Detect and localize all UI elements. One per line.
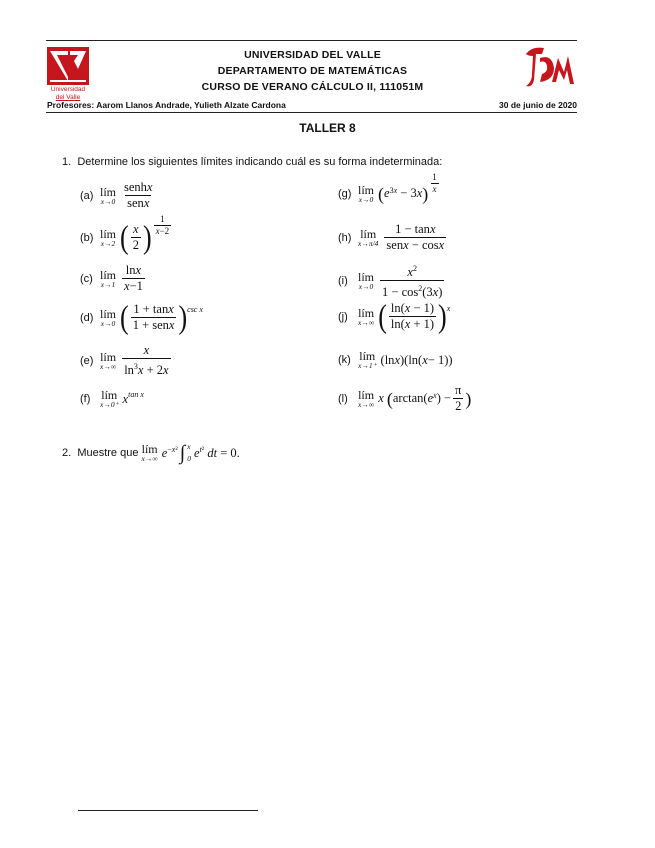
- limit-expression: lím x→∞ x ( arctan( e $^x$ ) − $\frac{\pi}{2}$ ): [358, 383, 472, 413]
- problem-2-statement: [62, 441, 240, 465]
- limit-item-e: [80, 344, 173, 377]
- limit-expression: lím x→0 $\frac{\text{senhx}}{\text{senx}}$: [100, 180, 153, 210]
- problem-2-expression: lím x→∞ e $^{-x ^2}$ ∫ x 0 e $^{t ^2}$ dt = 0.: [141, 442, 240, 464]
- professors-line: Profesores: Aarom Llanos Andrade, Yulieth Alzate Cardona: [47, 100, 286, 110]
- item-label: (d): [80, 311, 94, 324]
- limit-item-h: [338, 223, 448, 252]
- item-label: (e): [80, 354, 94, 367]
- header-university: UNIVERSIDAD DEL VALLE: [244, 49, 381, 61]
- limit-item-l: [338, 384, 471, 413]
- header-bottom-rule: [46, 112, 577, 113]
- limit-item-j: [338, 297, 451, 334]
- limit-expression: lím x→∞ $\frac{x}{\ln^3x + 2x}$: [100, 343, 169, 378]
- problem-2-text: Muestre que: [77, 447, 139, 459]
- item-label: (a): [80, 189, 94, 202]
- limit-item-c: [80, 264, 147, 293]
- limit-item-k: [338, 350, 453, 370]
- limit-expression: lím x→0 $\frac{x^2}{1 - \cos^2(3x)}$: [358, 264, 443, 300]
- limit-expression: lím x→∞ ( $\frac{\ln(x - 1)}{\ln(x + 1)}$ ) $^x$: [358, 297, 451, 334]
- limit-item-b: [80, 214, 173, 255]
- item-label: (i): [338, 274, 348, 287]
- item-label: (c): [80, 272, 93, 285]
- limit-item-f: [80, 389, 144, 409]
- limit-expression: lím x→π/4 $\frac{1 - \tan x}{\text{senx − cosx}}$: [358, 222, 445, 252]
- limit-expression: lím x→0⁺ x $^{tan x}$: [100, 388, 144, 409]
- header-course: CURSO DE VERANO CÁLCULO II, 111051M: [201, 81, 424, 93]
- limit-item-g: [338, 172, 441, 204]
- item-label: (j): [338, 310, 348, 323]
- logo-caption-2: del Valle: [55, 94, 81, 101]
- item-label: (h): [338, 231, 352, 244]
- limit-item-d: [80, 298, 203, 335]
- logo-caption-1: Universidad: [50, 86, 86, 93]
- item-label: (b): [80, 231, 94, 244]
- problem-1-number: 1.: [62, 156, 72, 168]
- limit-expression: lím x→0 ( $\frac{1 + \tan x}{\text{1 + senx}}$ ) $^{csc x}$: [100, 298, 203, 335]
- page-title: TALLER 8: [299, 121, 356, 135]
- problem-1-text: Determine los siguientes límites indicando cuál es su forma indeterminada:: [77, 156, 443, 168]
- department-logo: [522, 44, 576, 92]
- limit-item-i: [338, 262, 446, 299]
- header-top-rule: [46, 40, 577, 41]
- problem-1-statement: [62, 156, 442, 168]
- limit-expression: lím x→1⁺ (ln x )(ln( x − 1)): [358, 349, 453, 370]
- item-label: (l): [338, 392, 348, 405]
- universidad-del-valle-logo: [47, 47, 89, 99]
- header-department: DEPARTAMENTO DE MATEMÁTICAS: [217, 65, 408, 77]
- item-label: (f): [80, 393, 91, 405]
- limit-expression: lím x→2 ( $\frac{x}{2}$ ) $\frac{1}{x-2}$: [100, 214, 170, 255]
- footnote-rule: [78, 810, 258, 811]
- item-label: (g): [338, 187, 352, 200]
- limit-expression: lím x→1 $\frac{\ln x}{x-1}$: [100, 263, 143, 293]
- date-line: 30 de junio de 2020: [499, 100, 577, 110]
- item-label: (k): [338, 354, 351, 366]
- problem-2-number: 2.: [62, 447, 72, 459]
- limit-expression: lím x→0 ( e $^{3x}$ − 3 x ) $\frac{1}{x}$: [358, 172, 437, 204]
- limit-item-a: [80, 181, 157, 210]
